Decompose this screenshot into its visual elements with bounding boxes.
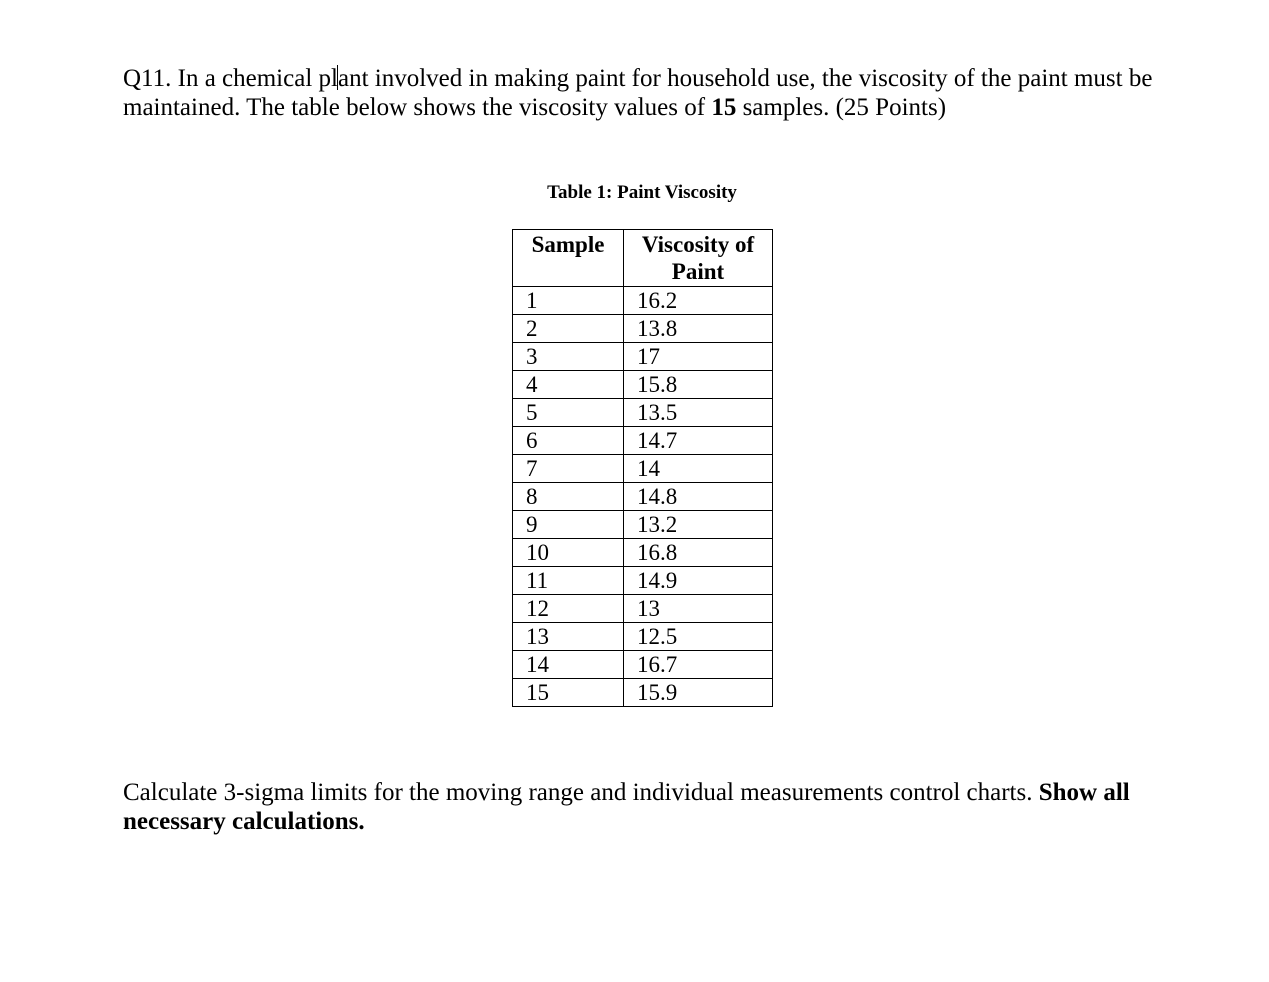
table-row <box>513 567 773 595</box>
table-row <box>513 595 773 623</box>
viscosity-value-cell: 16.8 <box>624 539 773 567</box>
table-row <box>513 399 773 427</box>
viscosity-value-cell: 13.5 <box>624 399 773 427</box>
viscosity-value-cell: 15.9 <box>624 679 773 707</box>
instruction-text <box>123 778 1163 836</box>
table-row <box>513 651 773 679</box>
sample-number-cell: 8 <box>513 483 624 511</box>
sample-number-cell: 7 <box>513 455 624 483</box>
viscosity-value-cell: 15.8 <box>624 371 773 399</box>
sample-number-cell: 6 <box>513 427 624 455</box>
sample-number-cell: 13 <box>513 623 624 651</box>
instruction-emphasis: Show all necessary calculations. <box>123 779 1130 835</box>
sample-number-cell: 3 <box>513 343 624 371</box>
viscosity-value-cell: 13 <box>624 595 773 623</box>
viscosity-value-cell: 12.5 <box>624 623 773 651</box>
table-row <box>513 287 773 315</box>
viscosity-table <box>512 229 773 707</box>
viscosity-value-cell: 14.9 <box>624 567 773 595</box>
viscosity-value-cell: 13.8 <box>624 315 773 343</box>
table-row <box>513 343 773 371</box>
sample-number-cell: 12 <box>513 595 624 623</box>
sample-number-cell: 11 <box>513 567 624 595</box>
table-row <box>513 511 773 539</box>
sample-number-cell: 10 <box>513 539 624 567</box>
viscosity-value-cell: 14.7 <box>624 427 773 455</box>
instruction-body: Calculate 3-sigma limits for the moving range and individual measurements control charts. <box>123 779 1039 806</box>
viscosity-value-cell: 14 <box>624 455 773 483</box>
table-row <box>513 455 773 483</box>
table-row <box>513 623 773 651</box>
table-row <box>513 679 773 707</box>
viscosity-value-cell: 16.2 <box>624 287 773 315</box>
question-text-part3: samples. (25 Points) <box>736 94 947 121</box>
header-sample: Sample <box>513 230 624 287</box>
sample-number-cell: 4 <box>513 371 624 399</box>
table-caption: Table 1: Paint Viscosity <box>547 182 737 203</box>
question-text-part2: ant involved in making paint for household use, the viscosity of the paint must be maintained. The table below shows the viscosity values of <box>123 65 1153 121</box>
header-viscosity: Viscosity of Paint <box>624 230 773 287</box>
table-row <box>513 315 773 343</box>
viscosity-value-cell: 13.2 <box>624 511 773 539</box>
sample-number-cell: 1 <box>513 287 624 315</box>
sample-number-cell: 2 <box>513 315 624 343</box>
sample-number-cell: 15 <box>513 679 624 707</box>
viscosity-value-cell: 17 <box>624 343 773 371</box>
sample-count: 15 <box>711 94 737 121</box>
table-row <box>513 371 773 399</box>
table-body <box>513 287 773 707</box>
sample-number-cell: 9 <box>513 511 624 539</box>
sample-number-cell: 5 <box>513 399 624 427</box>
question-text-part1: Q11. In a chemical pl <box>123 65 338 92</box>
table-row <box>513 483 773 511</box>
table-header-row <box>513 230 773 287</box>
table-row <box>513 539 773 567</box>
sample-number-cell: 14 <box>513 651 624 679</box>
question-text <box>123 64 1163 122</box>
table-row <box>513 427 773 455</box>
viscosity-value-cell: 16.7 <box>624 651 773 679</box>
viscosity-value-cell: 14.8 <box>624 483 773 511</box>
